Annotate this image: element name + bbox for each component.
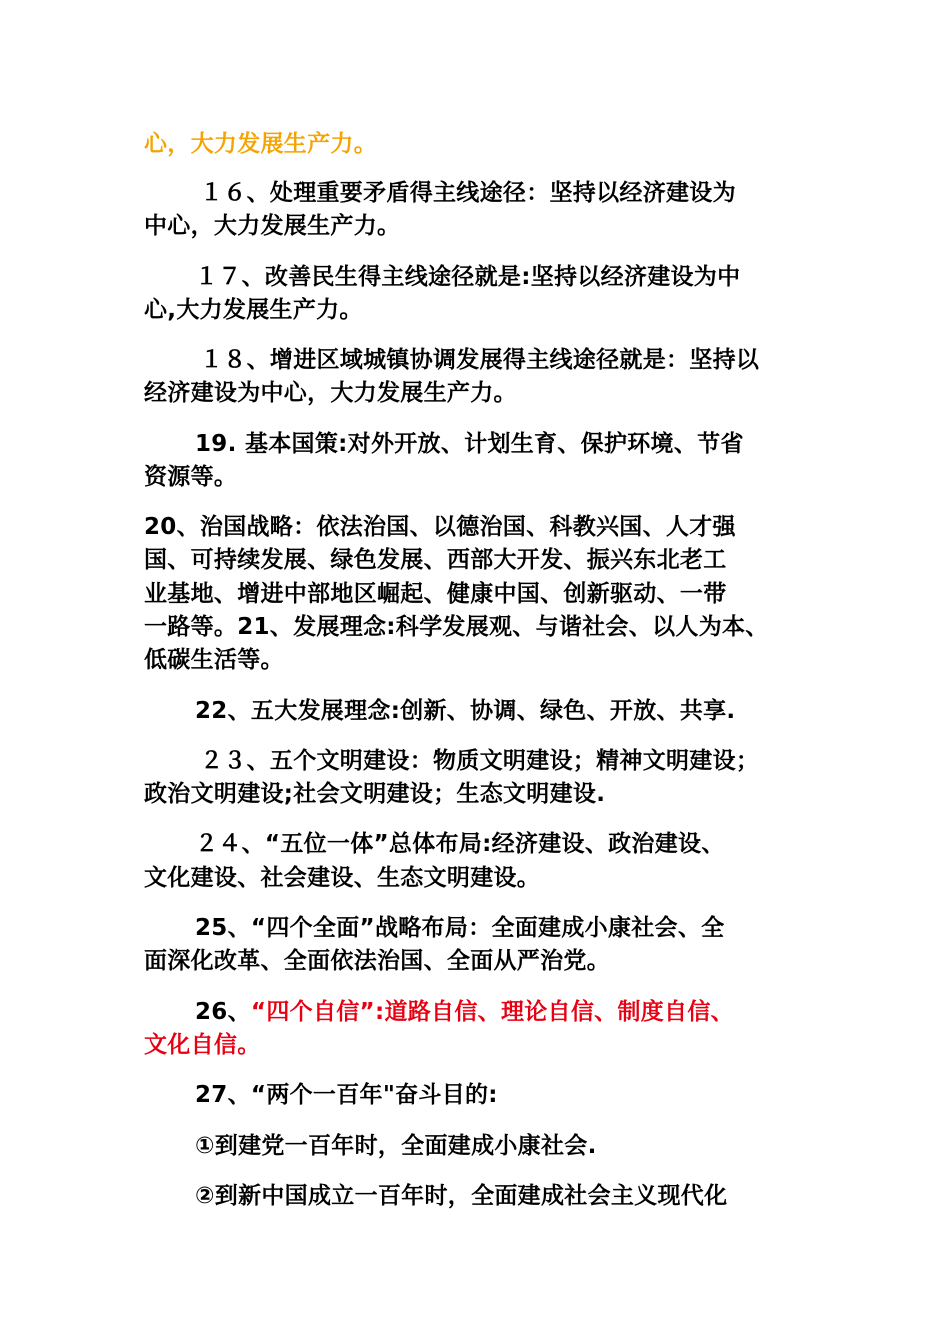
text-line: １８、增进区域城镇协调发展得主线途径就是：坚持以 [200,347,760,373]
text-line: 心，大力发展生产力。 [144,131,377,157]
text-line: 文化自信。 [144,1032,261,1058]
text-line: 19. 基本国策:对外开放、计划生育、保护环境、节省 [195,431,744,457]
text-line: 低碳生活等。 [144,647,284,673]
text-line: 27、“两个一百年"奋斗目的: [195,1082,498,1108]
text-line: 心,大力发展生产力。 [144,297,363,323]
text-line: １７、改善民生得主线途径就是:坚持以经济建设为中 [195,264,741,290]
text-line: 国、可持续发展、绿色发展、西部大开发、振兴东北老工 [144,547,727,573]
text-line: 中心，大力发展生产力。 [144,213,401,239]
text-line: 资源等。 [144,464,238,490]
text-line: １６、处理重要矛盾得主线途径：坚持以经济建设为 [200,180,736,206]
text-line: 20、治国战略：依法治国、以德治国、科教兴国、人才强 [144,514,736,540]
text-line: 22、五大发展理念:创新、协调、绿色、开放、共享. [195,698,736,724]
text-line: 政治文明建设;社会文明建设；生态文明建设. [144,781,606,807]
text-line: ②到新中国成立一百年时，全面建成社会主义现代化 [195,1183,728,1209]
text-line: 一路等。21、发展理念:科学发展观、与谐社会、以人为本、 [144,614,769,640]
text-line: ２４、“五位一体”总体布局:经济建设、政治建设、 [195,831,725,857]
text-line: 25、“四个全面”战略布局：全面建成小康社会、全 [195,915,725,941]
item-number: 26、 [195,999,251,1025]
text-line [195,997,734,1027]
text-line: 面深化改革、全面依法治国、全面从严治党。 [144,948,610,974]
text-line: ①到建党一百年时，全面建成小康社会. [195,1133,597,1159]
highlighted-text: “四个自信”:道路自信、理论自信、制度自信、 [250,999,734,1025]
text-line: 业基地、增进中部地区崛起、健康中国、创新驱动、一带 [144,581,727,607]
text-line: 文化建设、社会建设、生态文明建设。 [144,865,541,891]
text-line: ２３、五个文明建设：物质文明建设；精神文明建设； [200,748,760,774]
text-line: 经济建设为中心，大力发展生产力。 [144,380,517,406]
